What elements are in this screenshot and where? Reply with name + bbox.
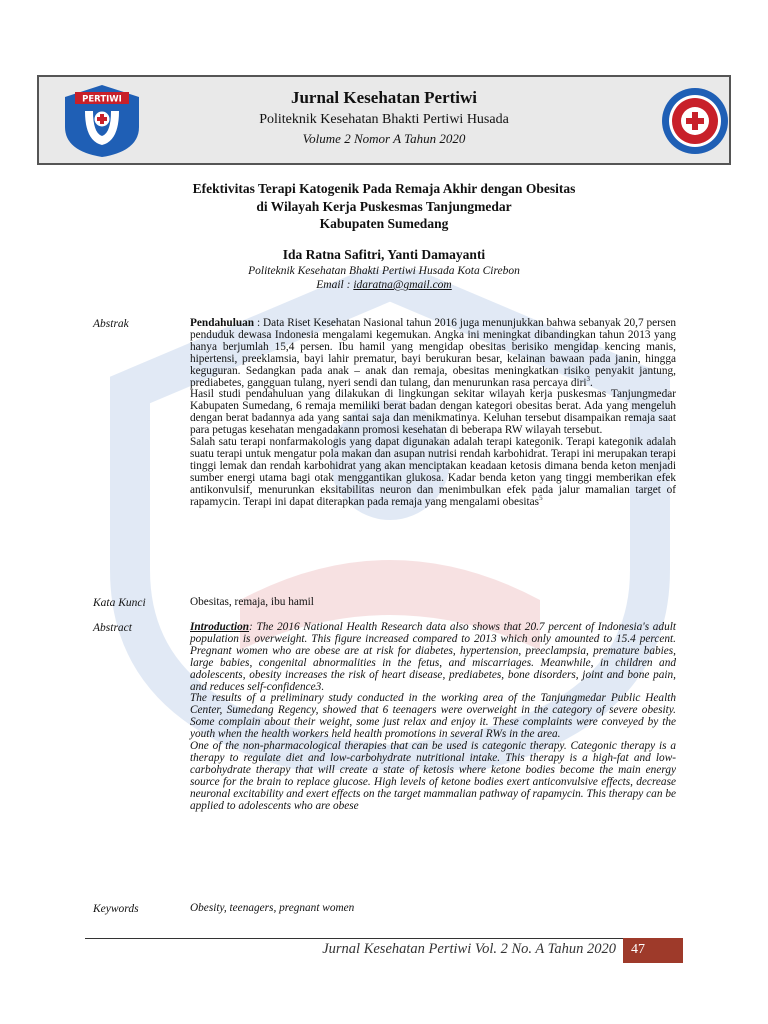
authors: Ida Ratna Safitri, Yanti Damayanti xyxy=(282,247,486,262)
abstrak-body xyxy=(190,318,676,509)
institution-name: Politeknik Kesehatan Bhakti Pertiwi Husada xyxy=(259,112,509,127)
affiliation: Politeknik Kesehatan Bhakti Pertiwi Husada Kota Cirebon xyxy=(248,265,520,277)
institution-seal-logo xyxy=(661,87,729,155)
title-line: di Wilayah Kerja Puskesmas Tanjungmedar xyxy=(256,198,512,214)
keywords-value: Obesity, teenagers, pregnant women xyxy=(190,902,355,914)
citation: 3 xyxy=(586,374,591,383)
kata-kunci-label: Kata Kunci xyxy=(93,597,146,609)
email-line xyxy=(0,279,768,291)
email-link[interactable]: idaratna@gmail.com xyxy=(353,279,452,291)
abstract-body xyxy=(190,622,676,813)
abstrak-label: Abstrak xyxy=(93,318,129,330)
page-number-box xyxy=(623,938,683,963)
citation: 5 xyxy=(539,493,543,502)
abstrak-paragraph xyxy=(190,437,676,508)
abstract-paragraph: The results of a preliminary study conducted in the working area of the Tanjungmedar Public Health Center, Sumedang Regency, showed that 6 teenagers were overweight in the category of severe obesity. Some complain about their weight, some just relax and enjoy it. These complaints were conveyed by the youth when the health workers held health promotions in several RWs in the area. xyxy=(190,692,676,741)
footer-divider xyxy=(85,938,683,939)
abstrak-lead: Pendahuluan xyxy=(190,317,255,329)
email-label: Email : xyxy=(316,279,351,291)
abstrak-text: . xyxy=(590,376,593,389)
journal-name: Jurnal Kesehatan Pertiwi xyxy=(290,88,478,107)
journal-header xyxy=(37,75,731,165)
kata-kunci-value: Obesitas, remaja, ibu hamil xyxy=(190,596,314,608)
page-number: 47 xyxy=(631,942,645,957)
abstract-lead: Introduction xyxy=(190,621,250,633)
title-line: Efektivitas Terapi Katogenik Pada Remaja Akhir dengan Obesitas xyxy=(192,181,576,196)
title-line: Kabupaten Sumedang xyxy=(319,216,449,231)
abstract-text: : The 2016 National Health Research data also shows that 20.7 percent of Indonesia's adult population is overweight. This figure increased compared to 2013 which only amounted to 15.4 percent. Pregnant women who are obese are at risk for diabetes, hypertension, preeclampsia, premature babies, large babies, congenital abnormalities in the fetus, and miscarriages. Meanwhile, in children and adolescents, obesity increases the risk of heart disease, prediabetes, bone disorders, joint and bone pain, and reduces self-confidence3. xyxy=(190,621,676,693)
abstract-label: Abstract xyxy=(93,622,132,634)
abstract-paragraph xyxy=(190,622,676,693)
pertiwi-logo-text: PERTIWI xyxy=(82,94,122,105)
abstract-paragraph: One of the non-pharmacological therapies that can be used is categonic therapy. Categonic therapy is a therapy to regulate diet and low-carbohydrate nutritional intake. This therapy is a high-fat and low-carbohydrate therapy that will create a state of ketosis where ketone bodies become the main energy source for the brain to replace glucose. High levels of ketone bodies exert anticonvulsive effects, decrease neuronal excitability and exert effects on the target mammalian pathway of rapamycin. This therapy can be applied to adolescents who are obese xyxy=(190,740,676,812)
abstrak-paragraph xyxy=(190,318,676,389)
article-title xyxy=(100,180,668,233)
abstrak-paragraph: Hasil studi pendahuluan yang dilakukan di lingkungan sekitar wilayah kerja puskesmas Tanjungmedar Kabupaten Sumedang, 6 remaja memiliki berat badan dengan kategori obesitas berat. Ada yang mengeluh dengan berat badannya ada yang santai saja dan menikmatinya. Keluhan tersebut disampaikan remaja saat para petugas kesehatan mengadakann promosi kesehatan di beberapa RW wilayah tersebut. xyxy=(190,388,676,437)
abstrak-text: Salah satu terapi nonfarmakologis yang dapat digunakan adalah terapi kategonik. Terapi kategonik adalah suatu terapi untuk mengatur pola makan dan asupan nutrisi rendah karbohidrat. Terapi ini merupakan terapi tinggi lemak dan rendah karbohidrat yang akan menciptakan keadaan ketosis dimana benda keton menjadi sumber energi utama bagi otak menggantikan glukosa. Kadar benda keton yang tinggi memberikan efek antikonvulsif, menurunkan eksitabilitas neuron dan menimbulkan efek pada jalur mamalian target of rapamycin. Terapi ini dapat diterapkan pada remaja yang mengalami obesitas xyxy=(190,436,676,508)
footer-journal-info: Jurnal Kesehatan Pertiwi Vol. 2 No. A Tahun 2020 xyxy=(322,941,616,957)
volume-info: Volume 2 Nomor A Tahun 2020 xyxy=(302,131,466,146)
keywords-label: Keywords xyxy=(93,903,139,915)
abstrak-text: : Data Riset Kesehatan Nasional tahun 2016 juga menunjukkan bahwa sebanyak 20,7 persen penduduk dewasa Indonesia mengalami kegemukan. Angka ini meningkat dibandingkan tahun 2013 yang hanya berjumlah 15,4 persen. Ibu hamil yang mengidap obesitas berisiko mengidap kencing manis, hipertensi, preeklamsia, bayi lahir prematur, bayi berukuran besar, kelainan bawaan pada janin, hingga keguguran. Sedangkan pada anak – anak dan remaja, obesitas meningkatkan risiko penyakit jantung, prediabetes, gangguan tulang, nyeri sendi dan tulang, dan menurunkan rasa percaya diri xyxy=(190,317,676,389)
